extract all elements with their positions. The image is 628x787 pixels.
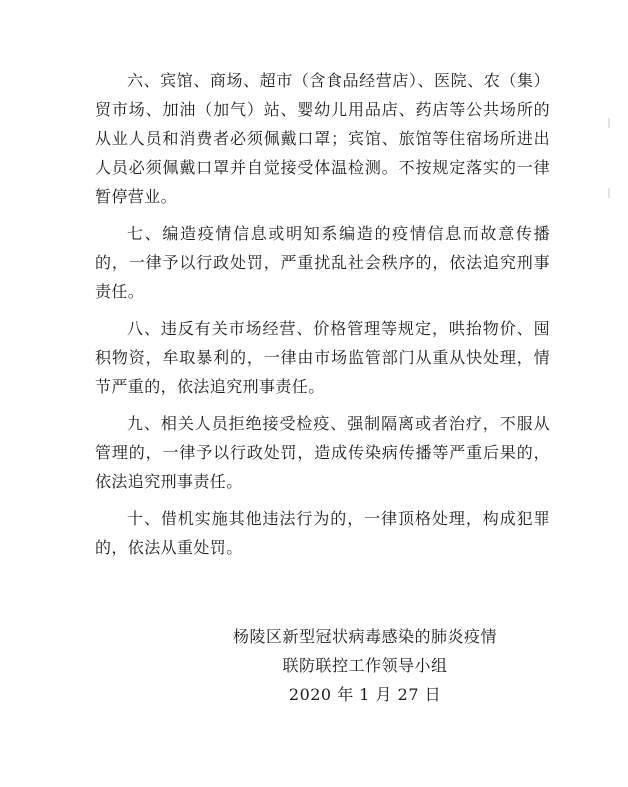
paragraph-item-6: 六、宾馆、商场、超市（含食品经营店）、医院、农（集）贸市场、加油（加气）站、婴幼儿用品店、药店等公共场所的从业人员和消费者必须佩戴口罩；宾馆、旅馆等住宿场所进出人员必须佩戴口罩并自觉接受体温检测。不按规定落实的一律暂停营业。 [95, 71, 550, 206]
paragraph-item-10: 十、借机实施其他违法行为的，一律顶格处理，构成犯罪的，依法从重处罚。 [95, 509, 550, 557]
paragraph-item-8: 八、违反有关市场经营、价格管理等规定，哄抬物价、囤积物资，牟取暴利的，一律由市场监管部门从重从快处理，情节严重的，依法追究刑事责任。 [95, 319, 550, 396]
scan-mark [608, 118, 610, 128]
scan-mark [608, 188, 610, 198]
issuer-name-line2: 联防联控工作领导小组 [282, 656, 448, 675]
paragraph-item-9: 九、相关人员拒绝接受检疫、强制隔离或者治疗，不服从管理的，一律予以行政处罚，造成传染病传播等严重后果的，依法追究刑事责任。 [95, 414, 550, 491]
issue-date: 2020 年 1 月 27 日 [288, 685, 442, 704]
issuer-name-line1: 杨陵区新型冠状病毒感染的肺炎疫情 [232, 627, 497, 646]
document-body [95, 66, 550, 570]
signature-block [215, 622, 515, 709]
paragraph-item-7: 七、编造疫情信息或明知系编造的疫情信息而故意传播的，一律予以行政处罚，严重扰乱社会秩序的，依法追究刑事责任。 [95, 224, 550, 301]
